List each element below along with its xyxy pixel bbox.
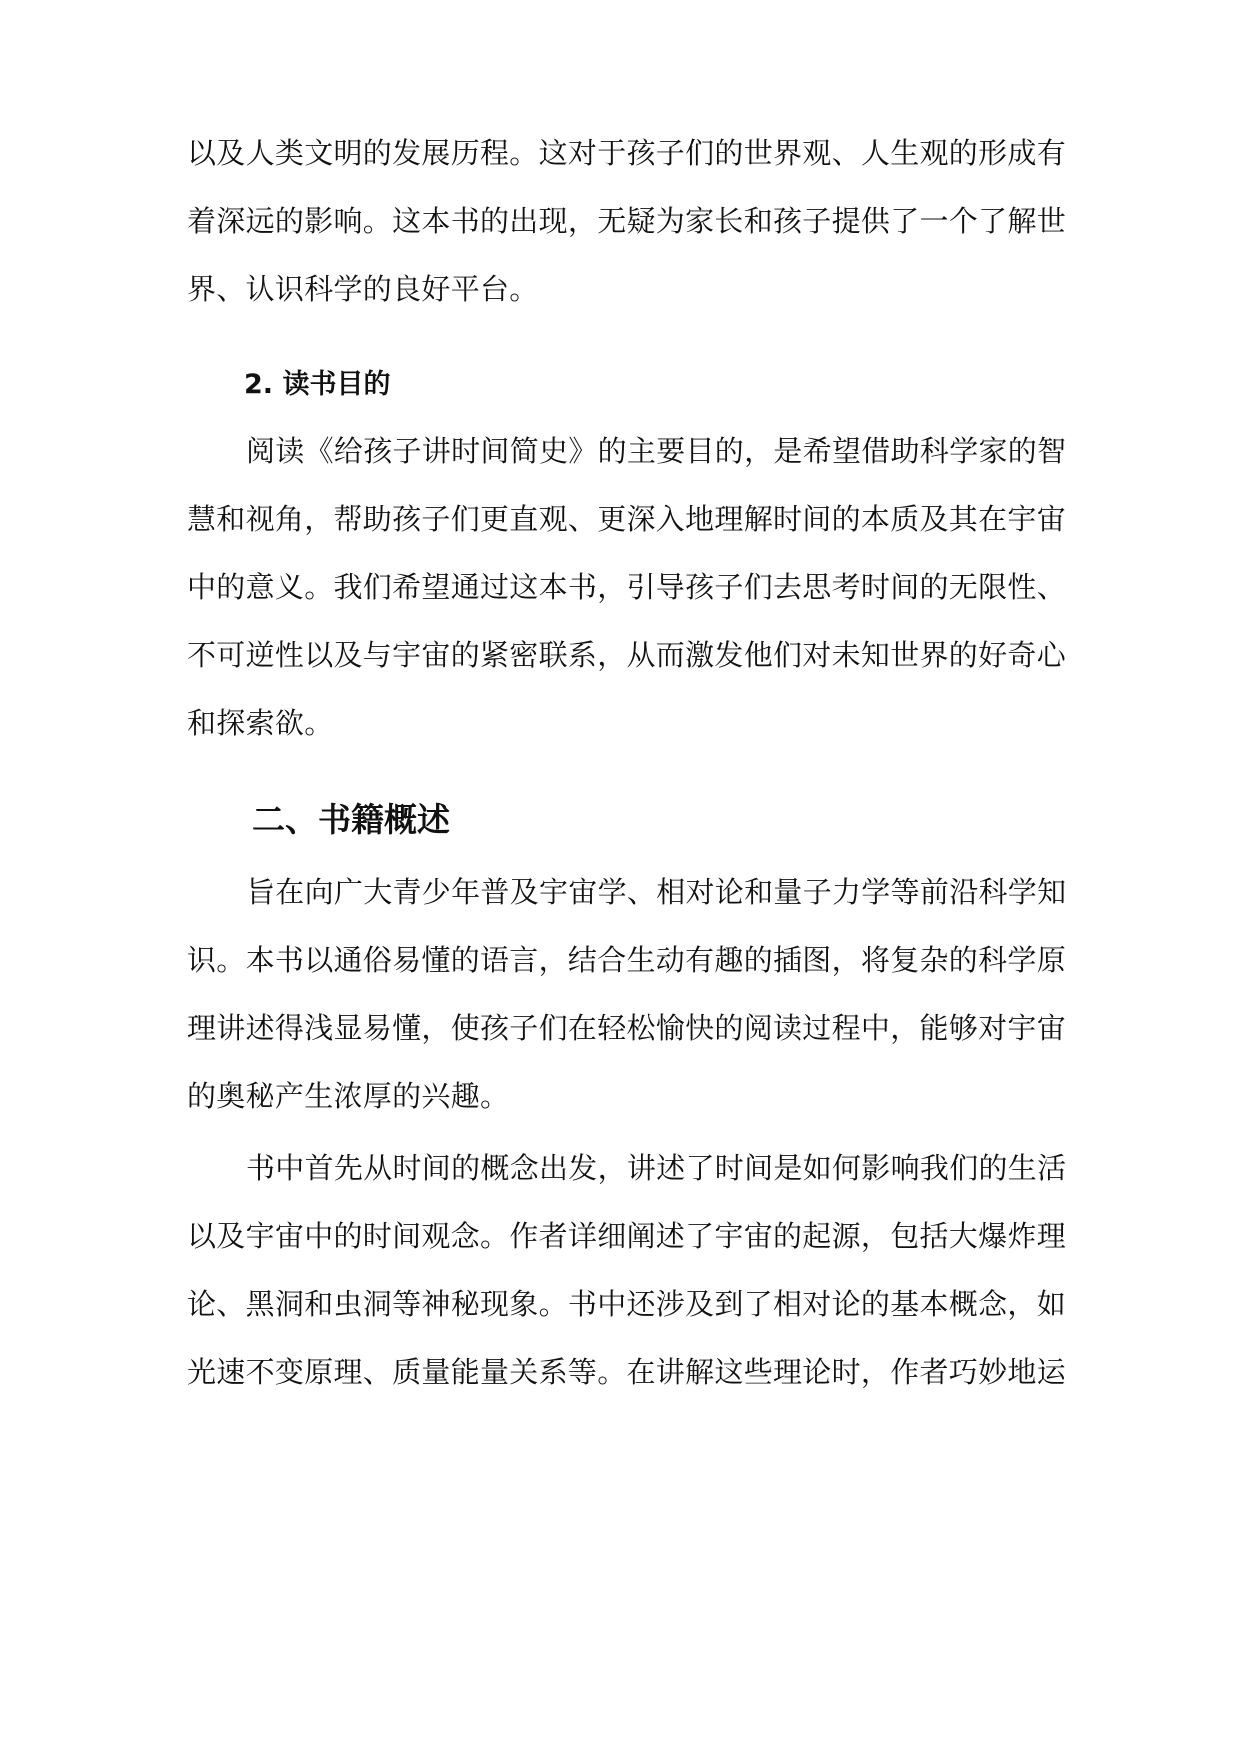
body-text-line: 书中首先从时间的概念出发，讲述了时间是如何影响我们的生活 — [246, 1151, 1067, 1185]
body-text-line: 着深远的影响。这本书的出现，无疑为家长和孩子提供了一个了解世 — [187, 204, 1067, 238]
body-text-line: 以及宇宙中的时间观念。作者详细阐述了宇宙的起源，包括大爆炸理 — [187, 1219, 1067, 1253]
body-text-line: 阅读《给孩子讲时间简史》的主要目的，是希望借助科学家的智 — [246, 434, 1067, 468]
body-text-line: 中的意义。我们希望通过这本书，引导孩子们去思考时间的无限性、 — [187, 570, 1067, 604]
subsection-heading: 2. 读书目的 — [244, 369, 391, 400]
body-text-line: 识。本书以通俗易懂的语言，结合生动有趣的插图，将复杂的科学原 — [187, 943, 1067, 977]
body-text-line: 理讲述得浅显易懂，使孩子们在轻松愉快的阅读过程中，能够对宇宙 — [187, 1011, 1067, 1045]
body-text-line: 慧和视角，帮助孩子们更直观、更深入地理解时间的本质及其在宇宙 — [187, 502, 1067, 536]
body-text-line: 界、认识科学的良好平台。 — [187, 272, 539, 306]
section-heading: 二、书籍概述 — [252, 800, 450, 839]
body-text-line: 旨在向广大青少年普及宇宙学、相对论和量子力学等前沿科学知 — [246, 875, 1067, 909]
body-text-line: 光速不变原理、质量能量关系等。在讲解这些理论时，作者巧妙地运 — [187, 1355, 1067, 1389]
body-text-line: 论、黑洞和虫洞等神秘现象。书中还涉及到了相对论的基本概念，如 — [187, 1287, 1067, 1321]
body-text-line: 和探索欲。 — [187, 706, 334, 740]
body-text-line: 以及人类文明的发展历程。这对于孩子们的世界观、人生观的形成有 — [187, 136, 1067, 170]
body-text-line: 的奥秘产生浓厚的兴趣。 — [187, 1079, 510, 1113]
body-text-line: 不可逆性以及与宇宙的紧密联系，从而激发他们对未知世界的好奇心 — [187, 638, 1067, 672]
